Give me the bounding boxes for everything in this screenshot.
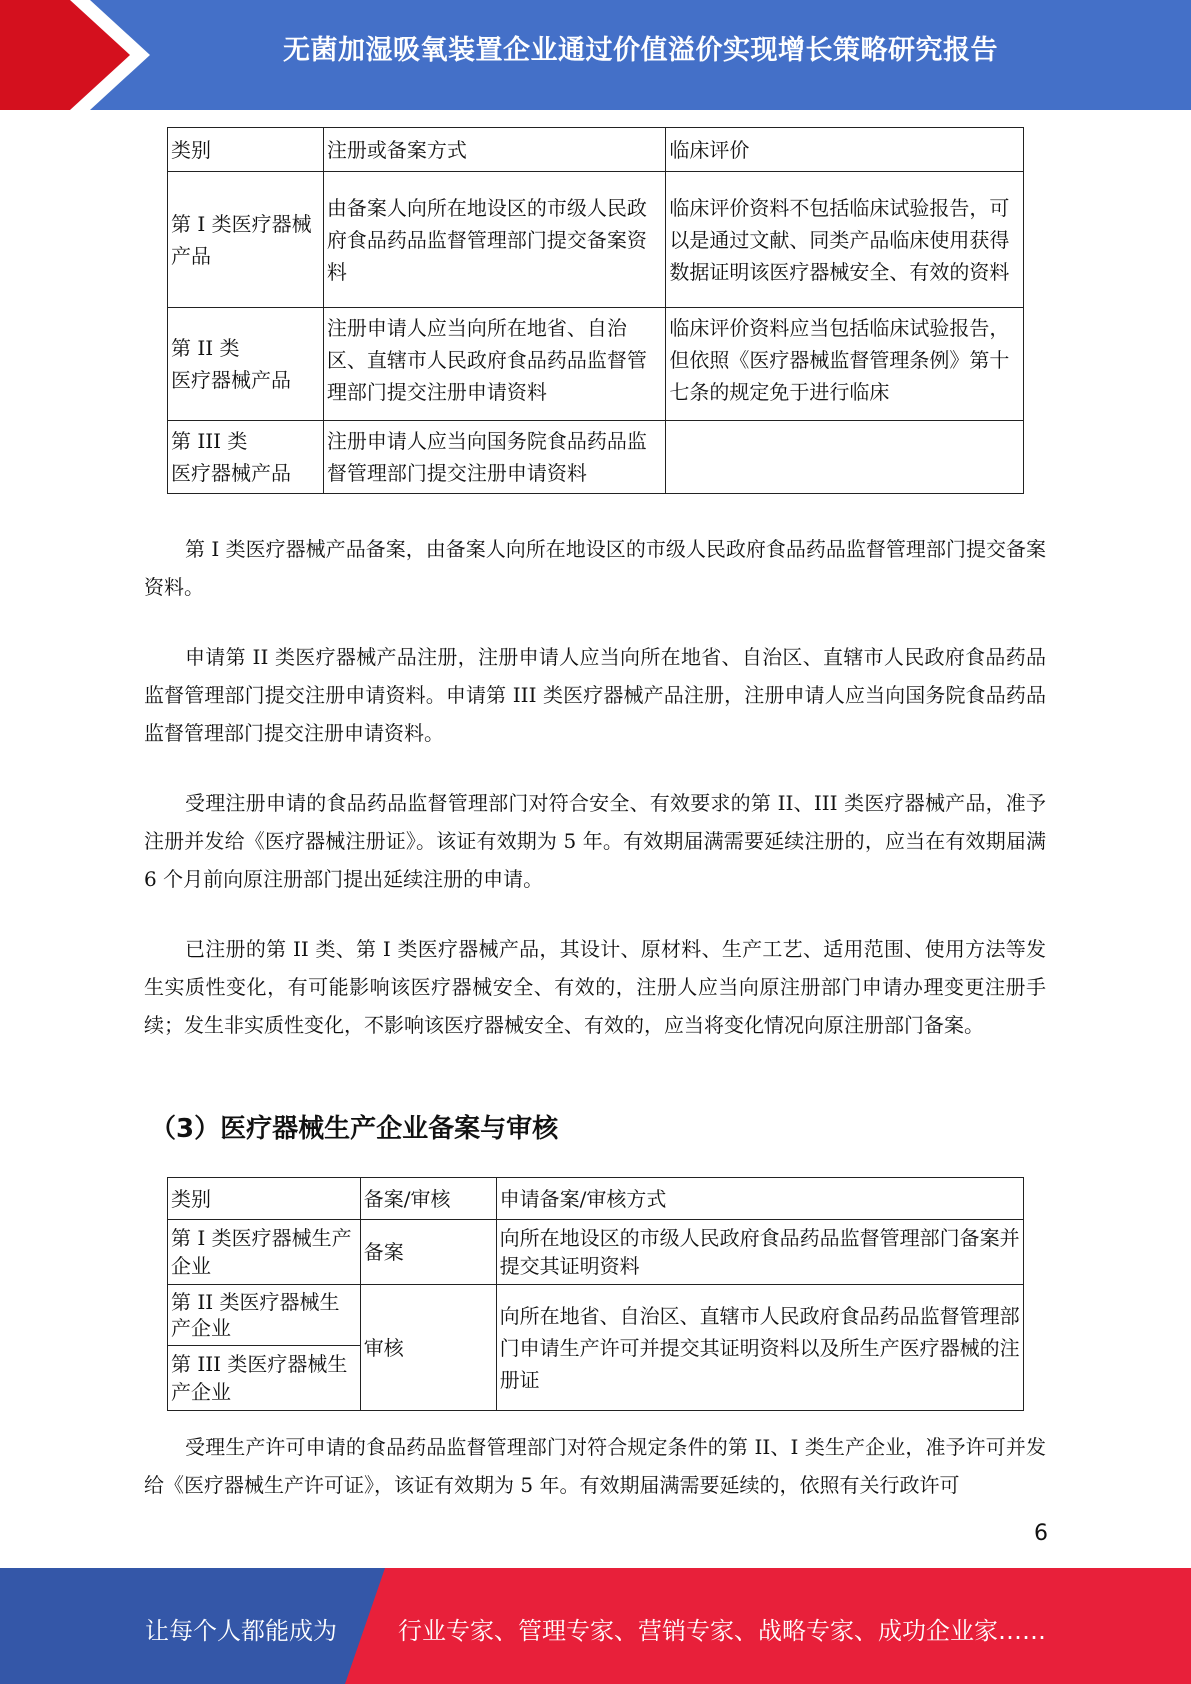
table-header-cell: 申请备案/审核方式	[496, 1178, 1023, 1220]
table-row	[168, 1220, 1024, 1285]
page-header	[0, 0, 1191, 110]
production-table	[167, 1177, 1024, 1411]
table-cell: 第 III 类医疗器械生产企业	[168, 1346, 361, 1411]
table-cell: 备案	[360, 1220, 496, 1285]
table-cell: 临床评价资料不包括临床试验报告，可以是通过文献、同类产品临床使用获得数据证明该医疗器械安全、有效的资料	[666, 172, 1024, 308]
table-cell	[666, 421, 1024, 494]
table-cell: 第 I 类医疗器械产品	[168, 172, 324, 308]
page-number: 6	[1034, 1521, 1048, 1546]
table-row	[168, 308, 1024, 421]
table-cell: 向所在地省、自治区、直辖市人民政府食品药品监督管理部门申请生产许可并提交其证明资料以及所生产医疗器械的注册证	[496, 1285, 1023, 1411]
table-row	[168, 172, 1024, 308]
table-cell: 第 II 类 医疗器械产品	[168, 308, 324, 421]
table-header-row	[168, 1178, 1024, 1220]
page-footer	[0, 1568, 1191, 1684]
table-header-cell: 类别	[168, 128, 324, 172]
body-paragraph: 已注册的第 II 类、第 I 类医疗器械产品，其设计、原材料、生产工艺、适用范围、使用方法等发生实质性变化，有可能影响该医疗器械安全、有效的，注册人应当向原注册部门申请办理变更注册手续；发生非实质性变化，不影响该医疗器械安全、有效的，应当将变化情况向原注册部门备案。	[144, 937, 1046, 1037]
table-header-cell: 临床评价	[666, 128, 1024, 172]
table-row	[168, 421, 1024, 494]
table-cell: 第 III 类 医疗器械产品	[168, 421, 324, 494]
table-header-row	[168, 128, 1024, 172]
body-paragraph: 第 I 类医疗器械产品备案，由备案人向所在地设区的市级人民政府食品药品监督管理部门提交备案资料。	[144, 537, 1046, 599]
table-header-cell: 注册或备案方式	[323, 128, 666, 172]
footer-slogan-left: 让每个人都能成为	[145, 1617, 337, 1645]
table-cell: 向所在地设区的市级人民政府食品药品监督管理部门备案并提交其证明资料	[496, 1220, 1023, 1285]
header-chevron-icon	[0, 0, 150, 110]
registration-table	[167, 127, 1024, 494]
table-header-cell: 类别	[168, 1178, 361, 1220]
table-cell: 注册申请人应当向国务院食品药品监督管理部门提交注册申请资料	[323, 421, 666, 494]
body-paragraph: 受理注册申请的食品药品监督管理部门对符合安全、有效要求的第 II、III 类医疗器械产品，准予注册并发给《医疗器械注册证》。该证有效期为 5 年。有效期届满需要延续注册的，应当在有效期届满 6 个月前向原注册部门提出延续注册的申请。	[144, 791, 1046, 891]
table-header-cell: 备案/审核	[360, 1178, 496, 1220]
table-cell: 注册申请人应当向所在地省、自治区、直辖市人民政府食品药品监督管理部门提交注册申请资料	[323, 308, 666, 421]
section-heading: （3）医疗器械生产企业备案与审核	[150, 1114, 559, 1144]
body-paragraph: 受理生产许可申请的食品药品监督管理部门对符合规定条件的第 II、I 类生产企业，准予许可并发给《医疗器械生产许可证》，该证有效期为 5 年。有效期届满需要延续的，依照有关行政许可	[144, 1435, 1046, 1497]
table-row	[168, 1285, 1024, 1346]
table-cell: 临床评价资料应当包括临床试验报告，但依照《医疗器械监督管理条例》第十七条的规定免于进行临床	[666, 308, 1024, 421]
footer-slogan-right: 行业专家、管理专家、营销专家、战略专家、成功企业家……	[398, 1617, 1046, 1645]
table-cell: 第 II 类医疗器械生产企业	[168, 1285, 361, 1346]
table-cell: 由备案人向所在地设区的市级人民政府食品药品监督管理部门提交备案资料	[323, 172, 666, 308]
table-cell: 第 I 类医疗器械生产企业	[168, 1220, 361, 1285]
body-paragraph: 申请第 II 类医疗器械产品注册，注册申请人应当向所在地省、自治区、直辖市人民政府食品药品监督管理部门提交注册申请资料。申请第 III 类医疗器械产品注册，注册申请人应当向国务院食品药品监督管理部门提交注册申请资料。	[144, 645, 1046, 745]
table-cell: 审核	[360, 1285, 496, 1411]
report-title: 无菌加湿吸氧装置企业通过价值溢价实现增长策略研究报告	[283, 35, 998, 66]
